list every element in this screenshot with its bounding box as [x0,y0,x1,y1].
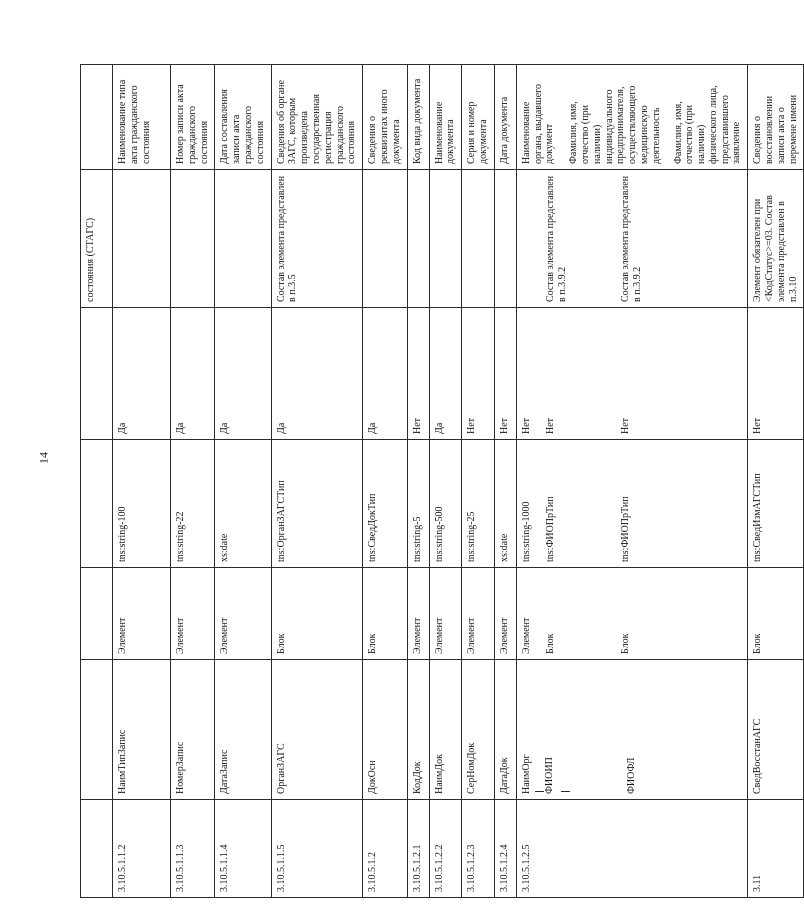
element-description: Дата документа [494,65,516,170]
element-description: Наименование типа акта гражданского состояния [113,65,171,170]
row-number: 3.10.5.1.2.2 [429,800,462,898]
required-flag: Да [363,308,407,440]
element-code: ФИОИП [543,757,555,794]
element-note [363,170,407,308]
element-note-group [516,170,748,308]
element-kind: Блок [748,568,804,660]
element-code: ФИОФЛ [626,757,638,794]
element-note [494,170,516,308]
element-note: Состав элемента представлен в п.3.9.2 [544,175,568,302]
table-row [215,65,271,898]
required-flag: Нет [520,417,532,434]
row-number: 3.11 [748,800,804,898]
required-flag: Нет [620,417,632,434]
element-type: tns:string-100 [113,440,171,568]
element-type: tns:ОрганЗАГСТип [271,440,363,568]
tree-connector [535,791,544,792]
element-kind: Элемент [462,568,495,660]
element-code: СведВосстанАГС [748,660,804,800]
required-flag: Нет [407,308,429,440]
required-flag: Нет [494,308,516,440]
element-note [215,170,271,308]
required-flag: Нет [748,308,804,440]
element-code-group [516,660,748,800]
element-code: ДокОсн [363,660,407,800]
element-type: tns:string-5 [407,440,429,568]
table-row [407,65,429,898]
element-description: Номер записи акта гражданского состояния [171,65,215,170]
table-row [429,65,462,898]
rotated-table-frame [80,65,799,898]
element-type: xs:date [215,440,271,568]
element-code: НаимДок [429,660,462,800]
required-flag: Да [215,308,271,440]
element-type: tns:string-25 [462,440,495,568]
element-kind: Элемент [113,568,171,660]
element-type-group [516,440,748,568]
tree-connector [561,791,570,792]
row-number: 3.10.5.1.2.5 [516,800,748,898]
element-kind: Блок [271,568,363,660]
element-note [407,170,429,308]
element-description-group [516,65,748,170]
element-kind: Блок [620,633,632,654]
row-number: 3.10.5.1.2.1 [407,800,429,898]
required-flag: Нет [462,308,495,440]
element-type: tns:СведДокТип [363,440,407,568]
table-row-multi [516,65,748,898]
element-type: tns:ФИОПрТип [544,496,556,562]
element-kind: Элемент [520,617,532,654]
required-flag: Да [429,308,462,440]
element-type: tns:string-500 [429,440,462,568]
element-kind: Блок [544,633,556,654]
table-row [462,65,495,898]
table-row [494,65,516,898]
page-number: 14 [36,452,51,464]
element-kind: Блок [363,568,407,660]
element-note [171,170,215,308]
element-kind: Элемент [215,568,271,660]
table-row-continuation [81,65,113,898]
element-type: xs:date [494,440,516,568]
element-type: tns:ФИОПрТип [620,496,632,562]
row-number: 3.10.5.1.2 [363,800,407,898]
element-description: Наименование органа, выдавшего документ [520,83,556,164]
row-number: 3.10.5.1.2.3 [462,800,495,898]
element-description: Сведения о реквизитах иного документа [363,65,407,170]
row-number: 3.10.5.1.1.4 [215,800,271,898]
required-flag: Нет [544,417,556,434]
element-note [462,170,495,308]
element-kind-group [516,568,748,660]
table-row [271,65,363,898]
element-type: tns:СведИзмАГСТип [748,440,804,568]
table-row [363,65,407,898]
element-kind: Элемент [171,568,215,660]
table-row [171,65,215,898]
specification-table [80,64,804,898]
element-description: Наименование документа [429,65,462,170]
element-code: ДатаЗапис [215,660,271,800]
element-code: ОрганЗАГС [271,660,363,800]
element-kind: Элемент [429,568,462,660]
element-note: Состав элемента представлен в п.3.5 [271,170,363,308]
table-row [113,65,171,898]
element-code: СерНомДок [462,660,495,800]
element-note [429,170,462,308]
row-number: 3.10.5.1.1.5 [271,800,363,898]
row-number: 3.10.5.1.1.3 [171,800,215,898]
element-code: КодДок [407,660,429,800]
required-flag: Да [171,308,215,440]
row-number: 3.10.5.1.2.4 [494,800,516,898]
element-code: НаимТипЗапис [113,660,171,800]
element-code: НаимОрг [520,754,532,794]
element-description: Дата составления записи акта гражданского состояния [215,65,271,170]
element-code: ДатаДок [494,660,516,800]
element-type: tns:string-22 [171,440,215,568]
required-flag-group [516,308,748,440]
required-flag: Да [113,308,171,440]
element-kind: Элемент [407,568,429,660]
element-note [113,170,171,308]
element-description: Код вида документа [407,65,429,170]
row-number: 3.10.5.1.1.2 [113,800,171,898]
element-description: Фамилия, имя, отчество (при наличии) индивидуального предпринимателя, осуществляющего медицинскую деятельность [568,85,662,164]
element-type: tns:string-1000 [520,501,532,562]
continuation-cell: состояния (СТАГС) [81,170,113,308]
element-note: Элемент обязателен при <КодСтатус>=03. Состав элемента представлен в п.3.10 [748,170,804,308]
element-description: Сведения об органе ЗАГС, которым произведена государственная регистрация гражданского состояния [271,65,363,170]
element-code: НомерЗапис [171,660,215,800]
element-description: Серия и номер документа [462,65,495,170]
element-description: Фамилия, имя, отчество (при наличии) физического лица, представившего заявление [672,85,743,164]
required-flag: Да [271,308,363,440]
table-row [748,65,804,898]
element-note: Состав элемента представлен в п.3.9.2 [620,175,644,302]
element-kind: Элемент [494,568,516,660]
element-description: Сведения о восстановлении записи акта о перемене имени [748,65,804,170]
